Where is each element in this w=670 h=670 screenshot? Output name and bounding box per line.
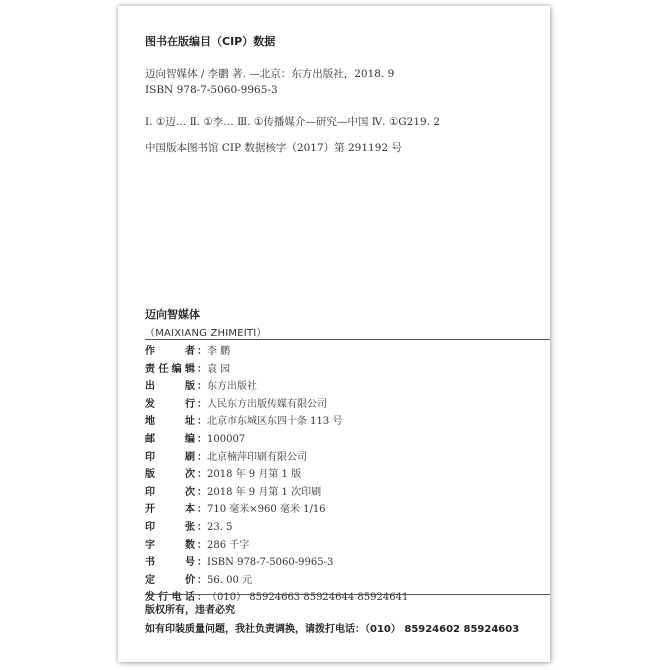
spec-colon: ：: [197, 557, 207, 569]
cip-record-number: 中国版本图书馆 CIP 数据核字（2017）第 291192 号: [145, 142, 402, 154]
spec-row: [145, 483, 545, 501]
spec-label: 字数: [145, 539, 195, 551]
spec-row: [145, 553, 545, 571]
bottom-divider: [145, 594, 550, 595]
spec-label: 发行: [145, 398, 195, 410]
spec-value: 286 千字: [207, 539, 250, 551]
spec-label: 版次: [145, 469, 195, 481]
spec-colon: ：: [197, 433, 207, 445]
spec-label: 定价: [145, 574, 195, 586]
spec-value: 北京楠萍印刷有限公司: [207, 451, 307, 463]
top-divider: [145, 339, 550, 340]
spec-colon: ：: [197, 592, 207, 604]
spec-value: ISBN 978-7-5060-9965-3: [207, 557, 334, 569]
spec-value: 袁 园: [207, 363, 231, 375]
quality-notice: 如有印装质量问题，我社负责调换，请拨打电话：（010） 85924602 85924603: [145, 624, 520, 635]
spec-value: 李 鹏: [207, 346, 231, 357]
spec-value: 56. 00 元: [207, 574, 252, 586]
copyright-page: [118, 6, 550, 662]
publication-specs: [145, 342, 545, 606]
spec-colon: ：: [197, 504, 207, 516]
spec-colon: ：: [197, 539, 207, 551]
cip-isbn-line: ISBN 978-7-5060-9965-3: [145, 84, 278, 96]
spec-value: 100007: [207, 433, 246, 445]
spec-value: 710 毫米×960 毫米 1/16: [207, 504, 326, 516]
spec-colon: ：: [197, 486, 207, 498]
spec-value: 2018 年 9 月第 1 版: [207, 469, 302, 481]
spec-label: 印次: [145, 486, 195, 498]
cip-bibliographic-line: 迈向智媒体 / 李鹏 著. —北京：东方出版社，2018. 9: [145, 68, 395, 80]
spec-row: [145, 500, 545, 518]
spec-row: [145, 448, 545, 466]
spec-colon: ：: [197, 574, 207, 586]
spec-row: [145, 518, 545, 536]
rights-statement: 版权所有，违者必究: [145, 605, 235, 616]
spec-value: 2018 年 9 月第 1 次印刷: [207, 486, 322, 498]
spec-label: 地址: [145, 416, 195, 428]
spec-row: [145, 571, 545, 589]
spec-value: 23. 5: [207, 521, 233, 533]
book-title-pinyin: （MAIXIANG ZHIMEITI）: [145, 328, 267, 339]
spec-row: [145, 536, 545, 554]
spec-row: [145, 412, 545, 430]
spec-colon: ：: [197, 363, 207, 375]
spec-row: [145, 360, 545, 378]
spec-label: 书号: [145, 557, 195, 569]
spec-label: 发行电话: [145, 592, 195, 604]
spec-label: 作者: [145, 346, 195, 357]
spec-label: 开本: [145, 504, 195, 516]
cip-classification-line: Ⅰ. ①迈… Ⅱ. ①李… Ⅲ. ①传播媒介—研究—中国 Ⅳ. ①G219. 2: [145, 116, 441, 128]
spec-row: [145, 395, 545, 413]
spec-label: 印刷: [145, 451, 195, 463]
spec-row: [145, 430, 545, 448]
spec-colon: ：: [197, 469, 207, 481]
spec-label: 邮编: [145, 433, 195, 445]
spec-colon: ：: [197, 521, 207, 533]
spec-colon: ：: [197, 381, 207, 393]
book-title: 迈向智媒体: [145, 308, 200, 321]
cip-heading: 图书在版编目（CIP）数据: [145, 35, 276, 48]
spec-colon: ：: [197, 346, 207, 357]
spec-label: 印张: [145, 521, 195, 533]
spec-row: [145, 377, 545, 395]
spec-value: 北京市东城区东四十条 113 号: [207, 416, 343, 428]
spec-label: 责任编辑: [145, 363, 195, 375]
spec-value: 人民东方出版传媒有限公司: [207, 398, 327, 410]
spec-label: 出版: [145, 381, 195, 393]
spec-colon: ：: [197, 398, 207, 410]
spec-colon: ：: [197, 451, 207, 463]
spec-value: （010） 85924663 85924644 85924641: [207, 592, 409, 604]
spec-row: [145, 342, 545, 360]
spec-row: [145, 465, 545, 483]
spec-value: 东方出版社: [207, 381, 257, 393]
spec-colon: ：: [197, 416, 207, 428]
